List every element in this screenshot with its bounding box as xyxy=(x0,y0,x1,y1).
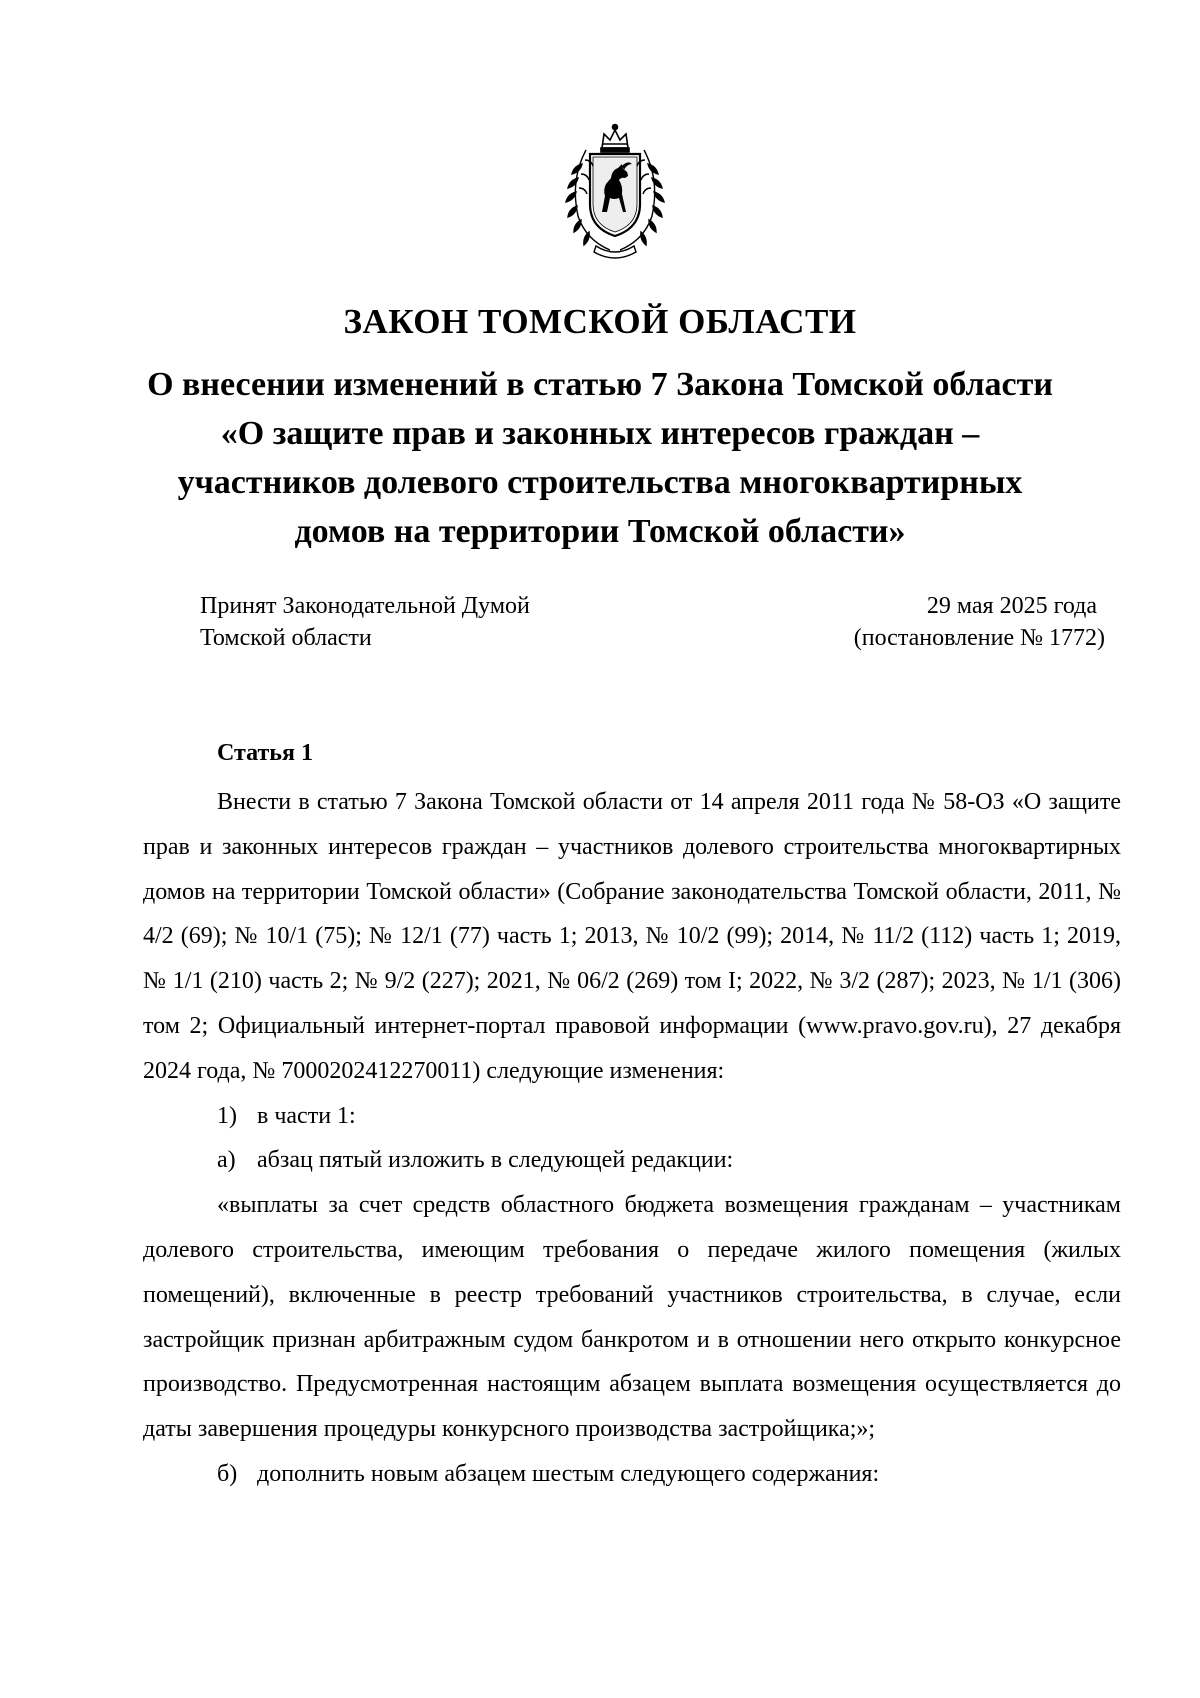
subtitle-line: «О защите прав и законных интересов граждан – xyxy=(220,415,980,452)
list-item xyxy=(143,1094,1121,1139)
subtitle-line: О внесении изменений в статью 7 Закона Томской области xyxy=(147,366,1053,403)
adoption-date-block xyxy=(854,590,1105,654)
list-item-number: б) xyxy=(217,1460,238,1487)
article-body xyxy=(143,780,1121,1497)
adoption-date: 29 мая 2025 года xyxy=(926,593,1097,619)
list-item-text: дополнить новым абзацем шестым следующего содержания: xyxy=(257,1460,880,1487)
adopted-by-line: Томской области xyxy=(200,625,372,651)
article-intro-paragraph: Внести в статью 7 Закона Томской области от 14 апреля 2011 года № 58-ОЗ «О защите прав и законных интересов граждан – участников долевого строительства многоквартирных домов на территории Томской области» (Собрание законодательства Томской области, 2011, № 4/2 (69); № 10/1 (75); № 12/1 (77) часть 1; 2013, № 10/2 (99); 2014, № 11/2 (112) часть 1; 2019, № 1/1 (210) часть 2; № 9/2 (227); 2021, № 06/2 (269) том I; 2022, № 3/2 (287); 2023, № 1/1 (306) том 2; Официальный интернет-портал правовой информации (www.pravo.gov.ru), 27 декабря 2024 года, № 7000202412270011) следующие изменения: xyxy=(143,789,1121,1084)
list-item-text: в части 1: xyxy=(257,1102,356,1129)
list-item-number: а) xyxy=(217,1147,236,1174)
subtitle-line: участников долевого строительства многоквартирных xyxy=(177,464,1023,501)
law-title: ЗАКОН ТОМСКОЙ ОБЛАСТИ xyxy=(343,302,857,341)
tomsk-coat-of-arms-icon xyxy=(556,120,674,262)
article-heading: Статья 1 xyxy=(217,740,313,766)
list-item-text: абзац пятый изложить в следующей редакции: xyxy=(257,1147,734,1174)
list-item xyxy=(143,1452,1121,1497)
resolution-number: (постановление № 1772) xyxy=(853,625,1105,651)
law-subtitle xyxy=(0,360,1200,556)
quoted-paragraph: «выплаты за счет средств областного бюджета возмещения гражданам – участникам долевого строительства, имеющим требования о передаче жилого помещения (жилых помещений), включенные в реестр требований участников строительства, в случае, если застройщик признан арбитражным судом банкротом и в отношении него открыто конкурсное производство. Предусмотренная настоящим абзацем выплата возмещения осуществляется до даты завершения процедуры конкурсного производства застройщика;»; xyxy=(143,1192,1121,1443)
subtitle-line: домов на территории Томской области» xyxy=(294,513,906,550)
list-item xyxy=(143,1138,1121,1183)
adopted-by-line: Принят Законодательной Думой xyxy=(200,593,530,619)
adopted-by-block xyxy=(200,590,530,654)
list-item-number: 1) xyxy=(217,1102,237,1129)
